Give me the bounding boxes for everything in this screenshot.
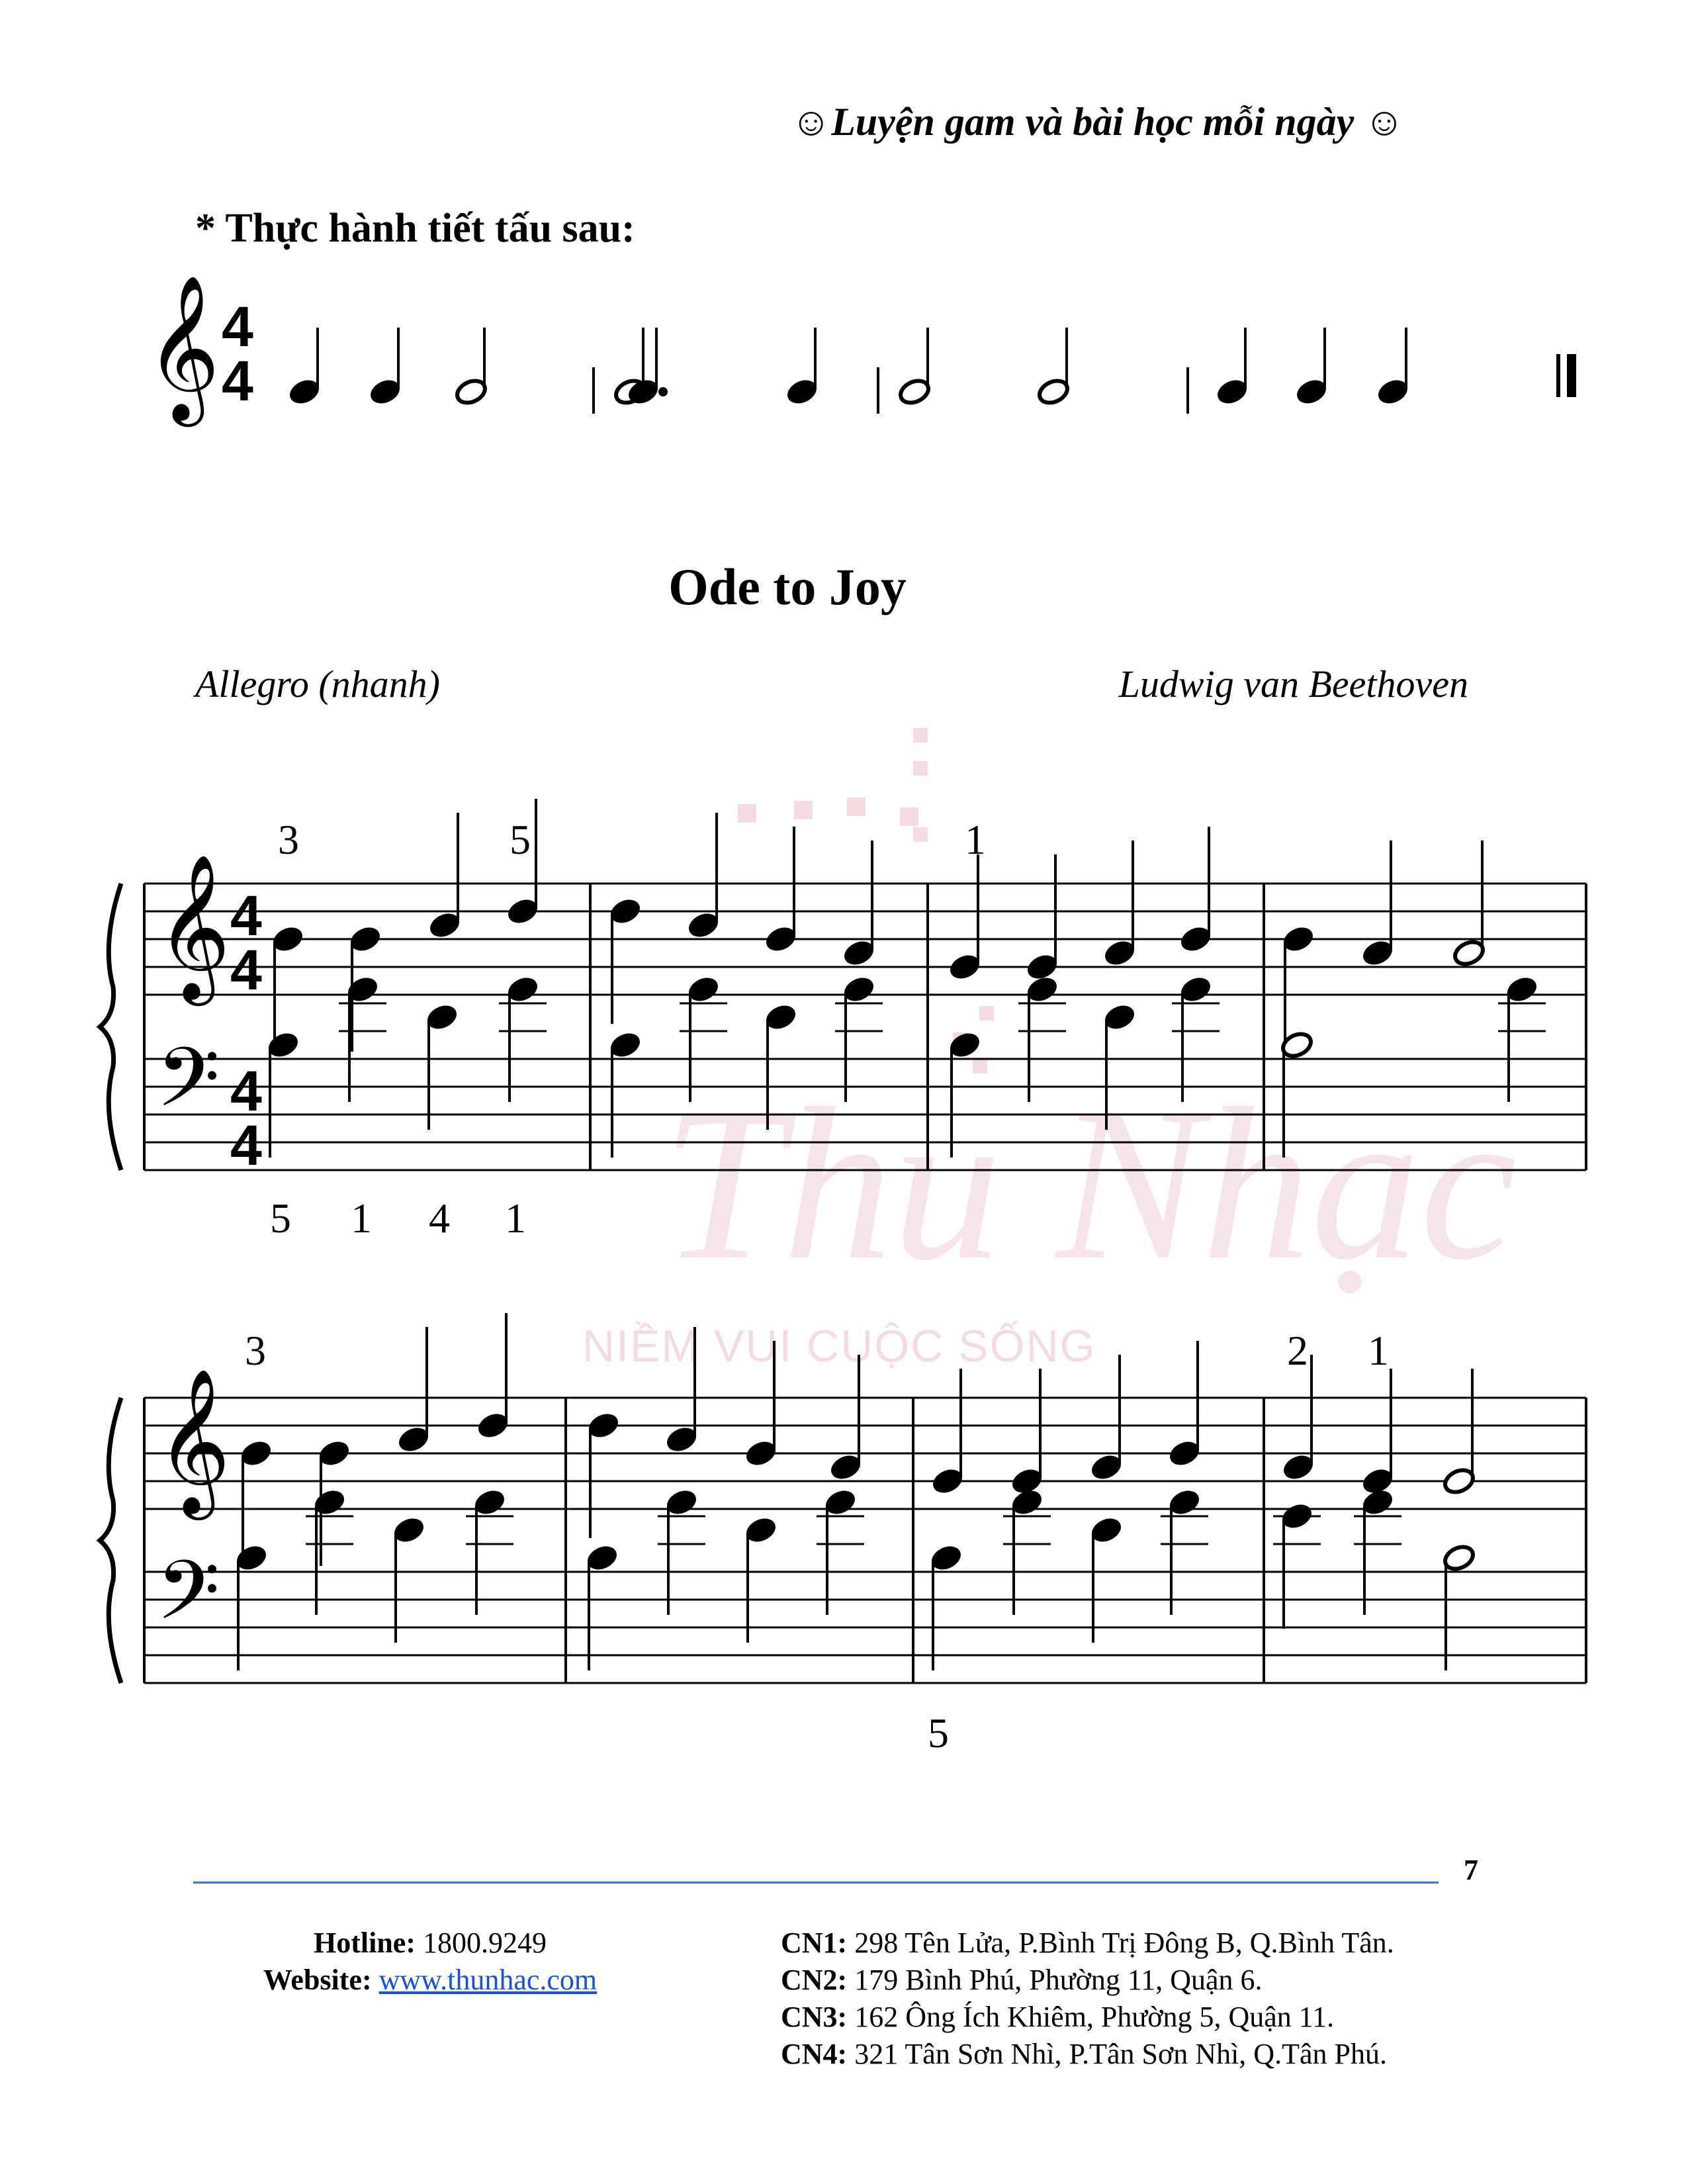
page-header: ☺Luyện gam và bài học mỗi ngày ☺ bbox=[791, 100, 1405, 144]
treble-clef: 𝄞 bbox=[156, 853, 231, 999]
time-signature-bottom: 4 bbox=[230, 938, 262, 1002]
fingering-number: 5 bbox=[270, 1195, 291, 1242]
branch-item: CN1: 298 Tên Lửa, P.Bình Trị Đông B, Q.Bình Tân. bbox=[781, 1927, 1394, 1959]
grand-staff-brace bbox=[100, 1398, 121, 1683]
fingering-number: 1 bbox=[351, 1195, 372, 1242]
grand-staff-brace bbox=[100, 884, 121, 1170]
fingering-number: 2 bbox=[1287, 1327, 1308, 1374]
time-signature-bottom: 4 bbox=[222, 349, 253, 413]
contact-info bbox=[199, 1925, 662, 1999]
fingering-number: 3 bbox=[245, 1327, 266, 1374]
fingering-number: 3 bbox=[278, 816, 299, 863]
fingering-number: 4 bbox=[429, 1195, 450, 1242]
page-number: 7 bbox=[1464, 1854, 1478, 1886]
fingering-number: 5 bbox=[928, 1709, 949, 1756]
footer-divider bbox=[193, 1882, 1439, 1884]
branch-list bbox=[781, 1925, 1394, 2073]
time-signature-top: 4 bbox=[230, 1060, 262, 1123]
tempo-marking: Allegro (nhanh) bbox=[195, 662, 440, 705]
fingering-number: 5 bbox=[510, 816, 531, 863]
watermark-tagline: NIỀM VUI CUỘC SỐNG bbox=[582, 1321, 1096, 1371]
treble-clef: 𝄞 bbox=[156, 1367, 231, 1514]
fingering-number: 1 bbox=[505, 1195, 526, 1242]
composer: Ludwig van Beethoven bbox=[1118, 662, 1468, 705]
bass-clef: 𝄢 bbox=[156, 1543, 220, 1659]
rhythm-instruction: * Thực hành tiết tấu sau: bbox=[195, 206, 635, 251]
time-signature-top: 4 bbox=[230, 884, 262, 948]
time-signature-top: 4 bbox=[222, 295, 253, 359]
hotline: Hotline: 1800.9249 bbox=[314, 1927, 547, 1959]
website-link[interactable]: www.thunhac.com bbox=[378, 1964, 598, 1996]
branch-item: CN4: 321 Tân Sơn Nhì, P.Tân Sơn Nhì, Q.Tân Phú. bbox=[781, 2038, 1387, 2070]
fingering-number: 1 bbox=[1368, 1327, 1389, 1374]
fingering-number: 1 bbox=[965, 816, 986, 863]
watermark-brand: Thu Nhạc bbox=[662, 1064, 1517, 1305]
bass-clef: 𝄢 bbox=[156, 1030, 220, 1146]
time-signature-bottom: 4 bbox=[230, 1114, 262, 1177]
song-title: Ode to Joy bbox=[668, 558, 907, 615]
branch-item: CN2: 179 Bình Phú, Phường 11, Quận 6. bbox=[781, 1964, 1263, 1996]
branch-item: CN3: 162 Ông Ích Khiêm, Phường 5, Quận 11. bbox=[781, 2001, 1335, 2033]
treble-clef: 𝄞 bbox=[146, 274, 220, 420]
website: Website: www.thunhac.com bbox=[263, 1964, 598, 1996]
